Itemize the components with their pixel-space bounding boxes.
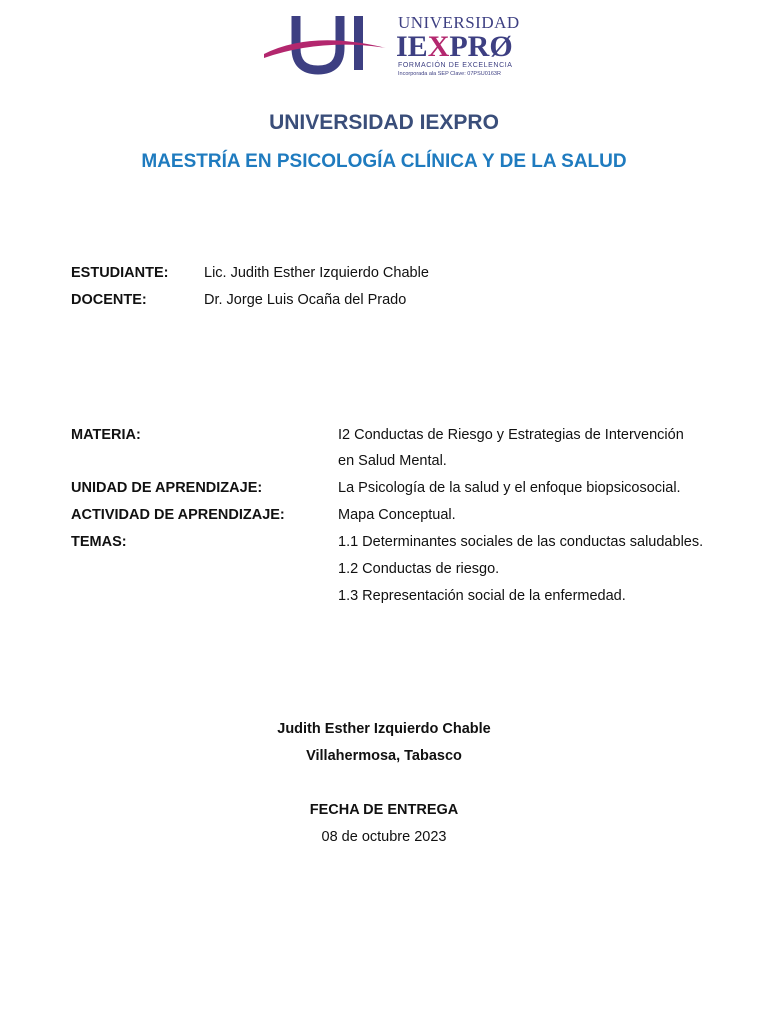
teacher-label: DOCENTE: bbox=[71, 292, 147, 308]
topic-item: 1.2 Conductas de riesgo. bbox=[338, 561, 500, 577]
university-logo bbox=[262, 12, 520, 82]
student-label: ESTUDIANTE: bbox=[71, 265, 169, 281]
subject-value-line2: en Salud Mental. bbox=[338, 453, 447, 469]
due-date-label: FECHA DE ENTREGA bbox=[309, 802, 459, 818]
logo-brand-x: X bbox=[427, 30, 450, 63]
logo-wordmark: UNIVERSIDAD bbox=[398, 13, 520, 32]
due-date-value: 08 de octubre 2023 bbox=[321, 829, 447, 845]
topics-label: TEMAS: bbox=[71, 534, 127, 550]
topic-item: 1.1 Determinantes sociales de las conductas saludables. bbox=[338, 534, 704, 550]
author-name: Judith Esther Izquierdo Chable bbox=[277, 721, 491, 737]
logo-tagline: FORMACIÓN DE EXCELENCIA bbox=[398, 62, 513, 69]
unit-value: La Psicología de la salud y el enfoque biopsicosocial. bbox=[338, 480, 681, 496]
logo-brand-a: IE bbox=[396, 30, 428, 63]
page-title: UNIVERSIDAD IEXPRO bbox=[269, 111, 499, 134]
subject-label: MATERIA: bbox=[71, 427, 141, 443]
activity-value: Mapa Conceptual. bbox=[338, 507, 456, 523]
logo-small-text: Incorporada ala SEP Clave: 07PSU0163R bbox=[398, 71, 501, 77]
topic-item: 1.3 Representación social de la enfermedad. bbox=[338, 588, 626, 604]
author-location: Villahermosa, Tabasco bbox=[306, 748, 462, 764]
activity-label: ACTIVIDAD DE APRENDIZAJE: bbox=[71, 507, 285, 523]
teacher-value: Dr. Jorge Luis Ocaña del Prado bbox=[204, 292, 407, 308]
subject-value-line1: I2 Conductas de Riesgo y Estrategias de Intervención bbox=[338, 427, 684, 443]
logo-brand-b: PRØ bbox=[449, 30, 513, 63]
student-value: Lic. Judith Esther Izquierdo Chable bbox=[204, 265, 429, 281]
logo-brand bbox=[396, 32, 513, 62]
page-subtitle: MAESTRÍA EN PSICOLOGÍA CLÍNICA Y DE LA SALUD bbox=[141, 151, 627, 172]
unit-label: UNIDAD DE APRENDIZAJE: bbox=[71, 480, 263, 496]
ui-monogram-icon bbox=[262, 12, 392, 82]
